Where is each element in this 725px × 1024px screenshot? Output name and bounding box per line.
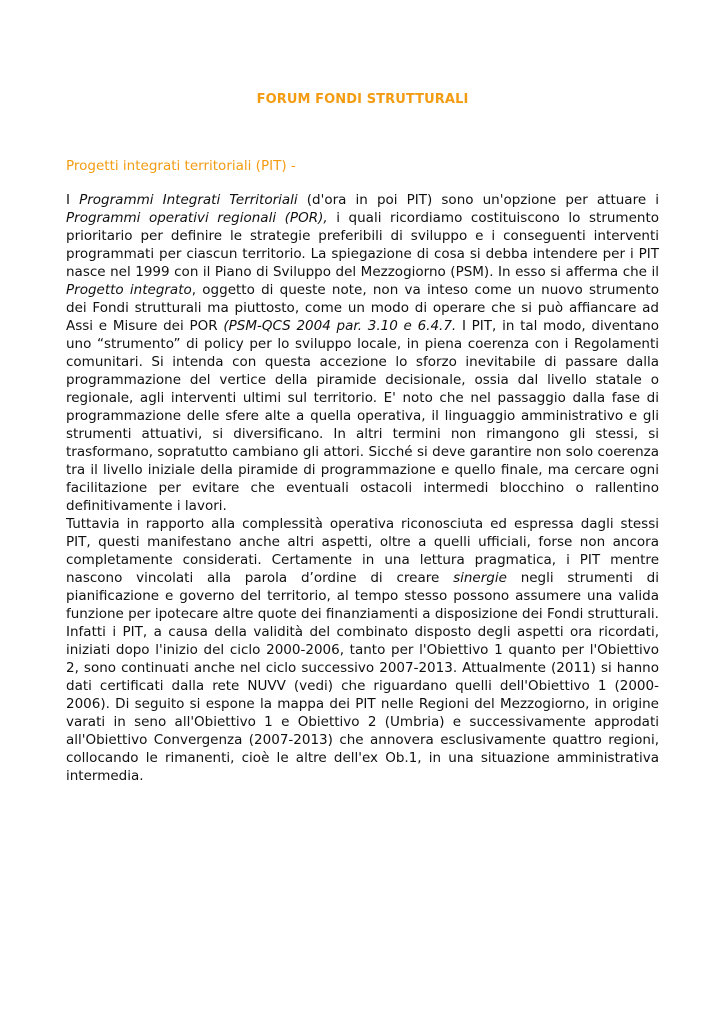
paragraph-1-italic-2: Programmi operativi regionali (POR), bbox=[66, 210, 328, 226]
paragraph-1-text-3: i quali ricordiamo costituiscono lo strumento prioritario per definire le strategie preferibili di sviluppo e i conseguenti interventi programmati per ciascun territorio. La spiegazione di cosa si debba intendere per i PIT nasce nel 1999 con il Piano di Sviluppo del Mezzogiorno (PSM). In esso si afferma che il bbox=[66, 210, 659, 280]
paragraph-1-italic-1: Programmi Integrati Territoriali bbox=[79, 192, 298, 208]
paragraph-1-italic-4: (PSM-QCS 2004 par. 3.10 e 6.4.7. bbox=[223, 318, 457, 334]
paragraph-2-text-1: Tuttavia in rapporto alla complessità operativa riconosciuta ed espressa dagli stessi PIT, questi manifestano anche altri aspetti, oltre a quelli ufficiali, forse non ancora completamente considerati. Certamente in una lettura pragmatica, i PIT mentre nascono vincolati alla parola d’ordine di creare bbox=[66, 516, 659, 586]
paragraph-1-text-1: I bbox=[66, 192, 80, 208]
paragraph-1-italic-3: Progetto integrato bbox=[66, 282, 192, 298]
paragraph-2-text-2: negli strumenti di pianificazione e governo del territorio, al tempo stesso possono assumere una valida funzione per ipotecare altre quote dei finanziamenti a disposizione dei Fondi strutturali. bbox=[66, 570, 659, 622]
document-title: FORUM FONDI STRUTTURALI bbox=[256, 92, 469, 107]
paragraph-1-text-2: (d'ora in poi PIT) sono un'opzione per attuare i bbox=[297, 192, 659, 208]
paragraph-1-text-5: I PIT, in tal modo, diventano uno “strumento” di policy per lo sviluppo locale, in piena coerenza con i Regolamenti comunitari. Si intenda con questa accezione lo sforzo inevitabile di passare dalla programmazione del vertice della piramide decisionale, ossia dal livello statale o regionale, agli interventi ultimi sul territorio. E' noto che nel passaggio dalla fase di programmazione delle sfere alte a quella operativa, il linguaggio amministrativo e gli strumenti attuativi, si diversificano. In altri termini non rimangono gli stessi, si trasformano, sopratutto cambiano gli attori. Sicché si deve garantire non solo coerenza tra il livello iniziale della piramide di programmazione e quello finale, ma cercare ogni facilitazione per evitare che eventuali ostacoli intermedi blocchino o rallentino definitivamente i lavori. bbox=[66, 318, 659, 514]
body-text bbox=[66, 191, 659, 785]
paragraph-2 bbox=[66, 515, 659, 623]
paragraph-3: Infatti i PIT, a causa della validità del combinato disposto degli aspetti ora ricordati, iniziati dopo l'inizio del ciclo 2000-2006, tanto per l'Obiettivo 1 quanto per l'Obiettivo 2, sono continuati anche nel ciclo successivo 2007-2013. Attualmente (2011) si hanno dati certificati dalla rete NUVV (vedi) che riguardano quelli dell'Obiettivo 1 (2000-2006). Di seguito si espone la mappa dei PIT nelle Regioni del Mezzogiorno, in origine varati in seno all'Obiettivo 1 e Obiettivo 2 (Umbria) e successivamente approdati all'Obiettivo Convergenza (2007-2013) che annovera esclusivamente quattro regioni, collocando le rimanenti, cioè le altre dell'ex Ob.1, in una situazione amministrativa intermedia. bbox=[66, 624, 659, 784]
paragraph-2-italic-1: sinergie bbox=[453, 570, 507, 586]
paragraph-1 bbox=[66, 191, 659, 515]
section-subtitle: Progetti integrati territoriali (PIT) - bbox=[66, 158, 296, 174]
paragraph-1-text-4: , oggetto di queste note, non va inteso come un nuovo strumento dei Fondi strutturali ma piuttosto, come un modo di operare che si può affiancare ad Assi e Misure dei POR bbox=[66, 282, 659, 334]
